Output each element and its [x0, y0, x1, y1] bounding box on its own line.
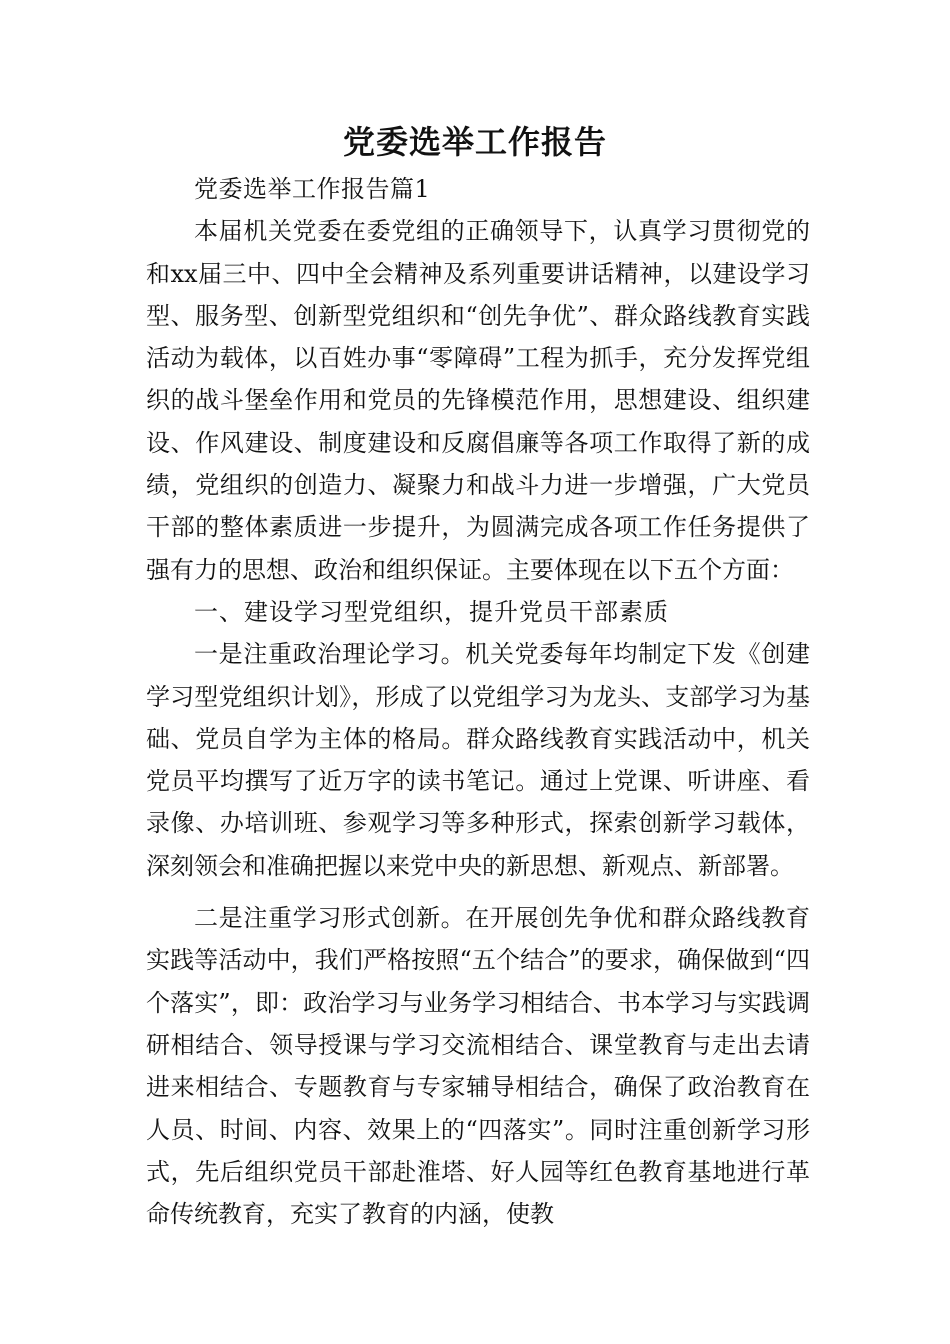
section-subtitle: 党委选举工作报告篇1 — [194, 175, 431, 203]
document-title: 党委选举工作报告 — [342, 123, 607, 161]
section-heading: 一、建设学习型党组织，提升党员干部素质 — [194, 597, 669, 626]
body-paragraph: 二是注重学习形式创新。在开展创先争优和群众路线教育实践等活动中，我们严格按照“五个结合”的要求，确保做到“四个落实”，即：政治学习与业务学习相结合、书本学习与实践调研相结合、领导授课与学习交流相结合、课堂教育与走出去请进来相结合、专题教育与专家辅导相结合，确保了政治教育在人员、时间、内容、效果上的“四落实”。同时注重创新学习形式，先后组织党员干部赴淮塔、好人园等红色教育基地进行革命传统教育，充实了教育的内涵，使教 — [146, 904, 810, 1229]
document-body — [146, 168, 810, 1235]
intro-paragraph: 本届机关党委在委党组的正确领导下，认真学习贯彻党的和xx届三中、四中全会精神及系列重要讲话精神，以建设学习型、服务型、创新型党组织和“创先争优”、群众路线教育实践活动为载体，以百姓办事“零障碍”工程为抓手，充分发挥党组织的战斗堡垒作用和党员的先锋模范作用，思想建设、组织建设、作风建设、制度建设和反腐倡廉等各项工作取得了新的成绩，党组织的创造力、凝聚力和战斗力进一步增强，广大党员干部的整体素质进一步提升，为圆满完成各项工作任务提供了强有力的思想、政治和组织保证。主要体现在以下五个方面： — [146, 217, 810, 584]
body-paragraph: 一是注重政治理论学习。机关党委每年均制定下发《创建学习型党组织计划》，形成了以党组学习为龙头、支部学习为基础、党员自学为主体的格局。群众路线教育实践活动中，机关党员平均撰写了近万字的读书笔记。通过上党课、听讲座、看录像、办培训班、参观学习等多种形式，探索创新学习载体，深刻领会和准确把握以来党中央的新思想、新观点、新部署。 — [146, 640, 810, 880]
